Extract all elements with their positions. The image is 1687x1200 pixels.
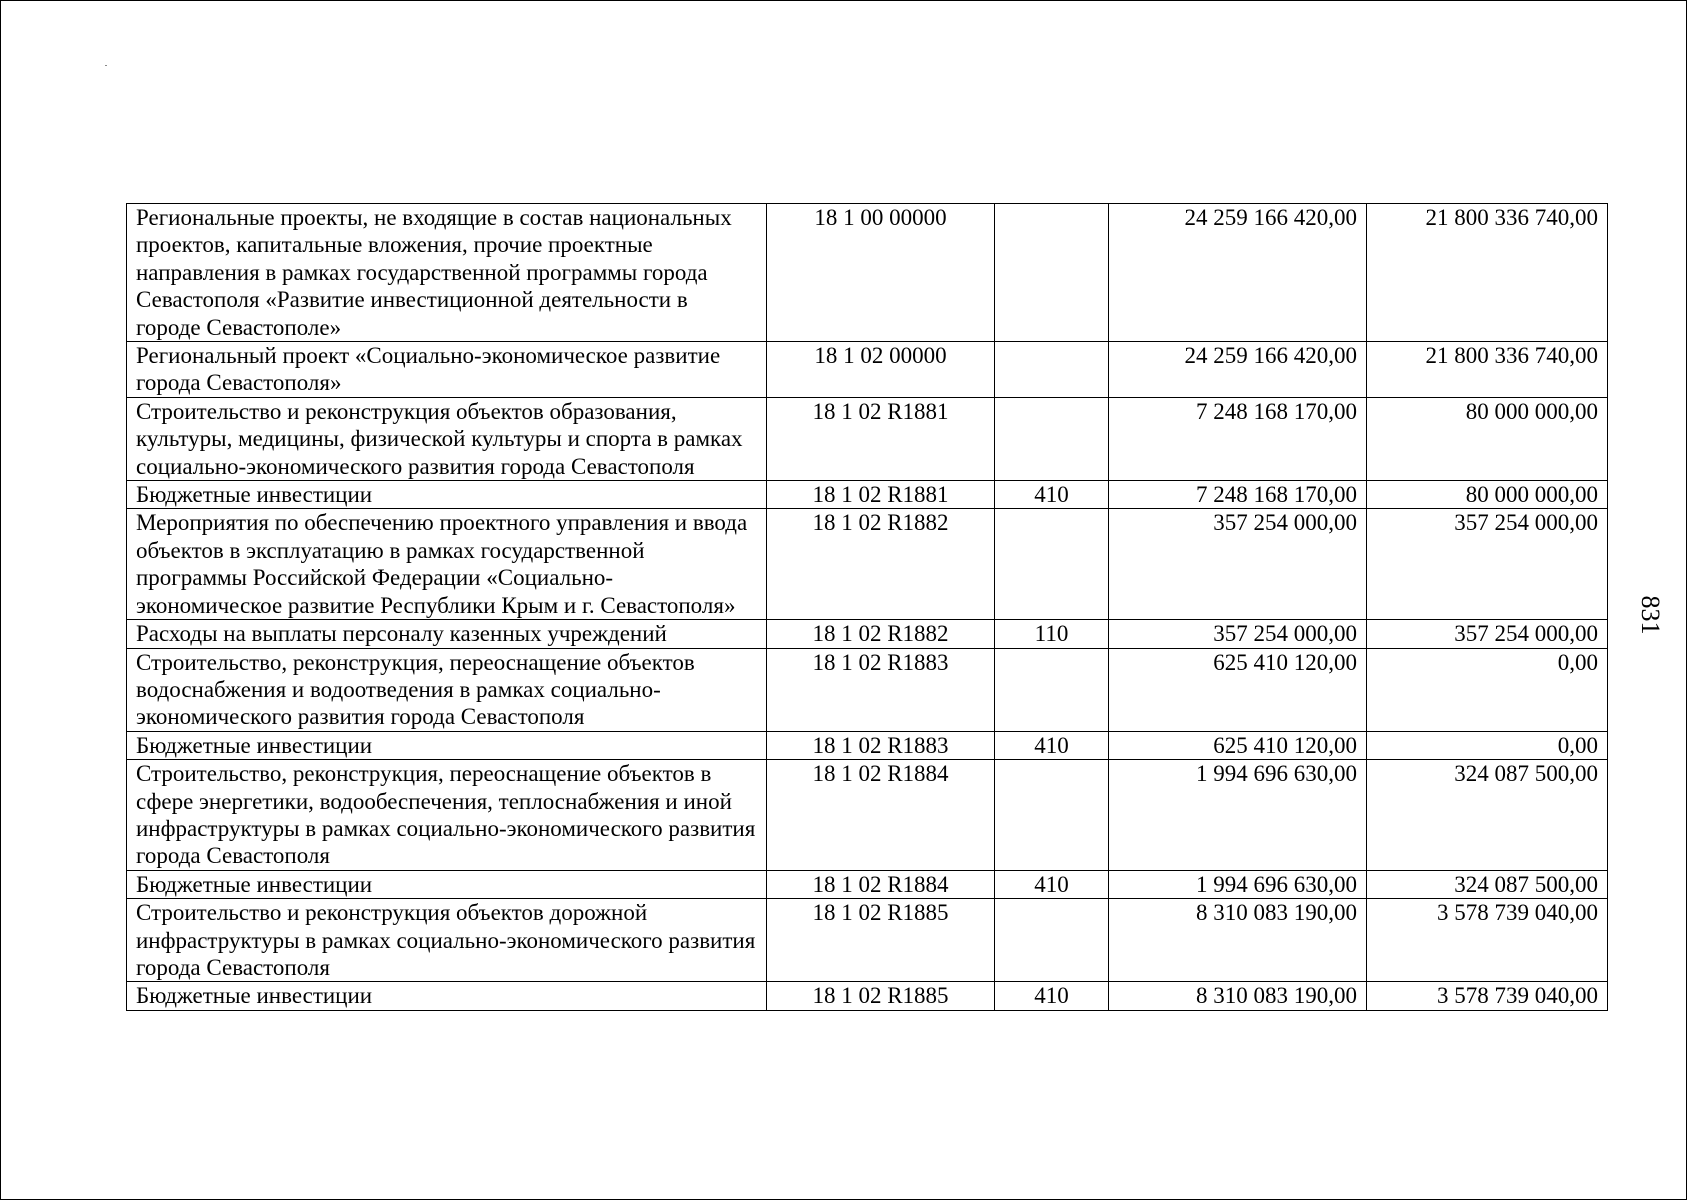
scan-speck [105,65,107,66]
row-sum-2: 3 578 739 040,00 [1367,899,1608,982]
row-code: 18 1 02 R1883 [767,731,995,759]
row-sum-1: 7 248 168 170,00 [1109,397,1367,480]
row-name: Бюджетные инвестиции [127,731,767,759]
row-sum-2: 0,00 [1367,731,1608,759]
row-sum-1: 1 994 696 630,00 [1109,760,1367,871]
row-code: 18 1 02 R1885 [767,899,995,982]
row-name: Бюджетные инвестиции [127,481,767,509]
table-row [127,899,1608,982]
row-code: 18 1 02 R1885 [767,982,995,1010]
row-expense-type [995,760,1109,871]
row-sum-2: 0,00 [1367,648,1608,731]
row-sum-2: 21 800 336 740,00 [1367,342,1608,398]
row-sum-2: 80 000 000,00 [1367,481,1608,509]
row-sum-2: 324 087 500,00 [1367,760,1608,871]
row-name: Строительство, реконструкция, переоснащение объектов в сфере энергетики, водообеспечения, теплоснабжения и иной инфраструктуры в рамках социально-экономического развития города Севастополя [127,760,767,871]
row-sum-2: 3 578 739 040,00 [1367,982,1608,1010]
row-name: Бюджетные инвестиции [127,982,767,1010]
row-name: Строительство и реконструкция объектов дорожной инфраструктуры в рамках социально-экономического развития города Севастополя [127,899,767,982]
row-expense-type [995,397,1109,480]
row-sum-2: 21 800 336 740,00 [1367,204,1608,342]
table-row [127,509,1608,620]
row-expense-type: 410 [995,870,1109,898]
row-name: Мероприятия по обеспечению проектного управления и ввода объектов в эксплуатацию в рамках государственной программы Российской Федерации «Социально-экономическое развитие Республики Крым и г. Севастополя» [127,509,767,620]
row-expense-type [995,204,1109,342]
row-expense-type: 410 [995,982,1109,1010]
row-expense-type [995,342,1109,398]
table-row [127,620,1608,648]
row-expense-type: 110 [995,620,1109,648]
table-row [127,760,1608,871]
row-sum-1: 1 994 696 630,00 [1109,870,1367,898]
row-code: 18 1 02 00000 [767,342,995,398]
row-sum-2: 80 000 000,00 [1367,397,1608,480]
table-row [127,397,1608,480]
row-name: Региональный проект «Социально-экономическое развитие города Севастополя» [127,342,767,398]
row-sum-1: 625 410 120,00 [1109,731,1367,759]
row-expense-type: 410 [995,731,1109,759]
row-sum-2: 324 087 500,00 [1367,870,1608,898]
row-expense-type [995,899,1109,982]
row-name: Строительство и реконструкция объектов образования, культуры, медицины, физической культуры и спорта в рамках социально-экономического развития города Севастополя [127,397,767,480]
row-sum-1: 24 259 166 420,00 [1109,204,1367,342]
row-name: Региональные проекты, не входящие в состав национальных проектов, капитальные вложения, прочие проектные направления в рамках государственной программы города Севастополя «Развитие инвестиционной деятельности в городе Севастополе» [127,204,767,342]
row-name: Бюджетные инвестиции [127,870,767,898]
row-sum-1: 24 259 166 420,00 [1109,342,1367,398]
row-sum-1: 357 254 000,00 [1109,620,1367,648]
row-code: 18 1 02 R1883 [767,648,995,731]
row-sum-2: 357 254 000,00 [1367,509,1608,620]
table-row [127,648,1608,731]
row-expense-type [995,648,1109,731]
row-code: 18 1 00 00000 [767,204,995,342]
table-row [127,731,1608,759]
row-code: 18 1 02 R1882 [767,620,995,648]
table-row [127,870,1608,898]
table-row [127,204,1608,342]
table-row [127,342,1608,398]
row-name: Расходы на выплаты персоналу казенных учреждений [127,620,767,648]
row-code: 18 1 02 R1884 [767,870,995,898]
row-sum-2: 357 254 000,00 [1367,620,1608,648]
row-expense-type: 410 [995,481,1109,509]
row-sum-1: 7 248 168 170,00 [1109,481,1367,509]
table-row [127,982,1608,1010]
budget-table [126,203,1608,1011]
row-expense-type [995,509,1109,620]
row-code: 18 1 02 R1881 [767,481,995,509]
row-sum-1: 357 254 000,00 [1109,509,1367,620]
row-code: 18 1 02 R1881 [767,397,995,480]
table-row [127,481,1608,509]
row-code: 18 1 02 R1884 [767,760,995,871]
row-sum-1: 8 310 083 190,00 [1109,982,1367,1010]
page-number: 831 [1636,595,1665,635]
row-sum-1: 625 410 120,00 [1109,648,1367,731]
row-name: Строительство, реконструкция, переоснащение объектов водоснабжения и водоотведения в рамках социально-экономического развития города Севастополя [127,648,767,731]
row-sum-1: 8 310 083 190,00 [1109,899,1367,982]
row-code: 18 1 02 R1882 [767,509,995,620]
